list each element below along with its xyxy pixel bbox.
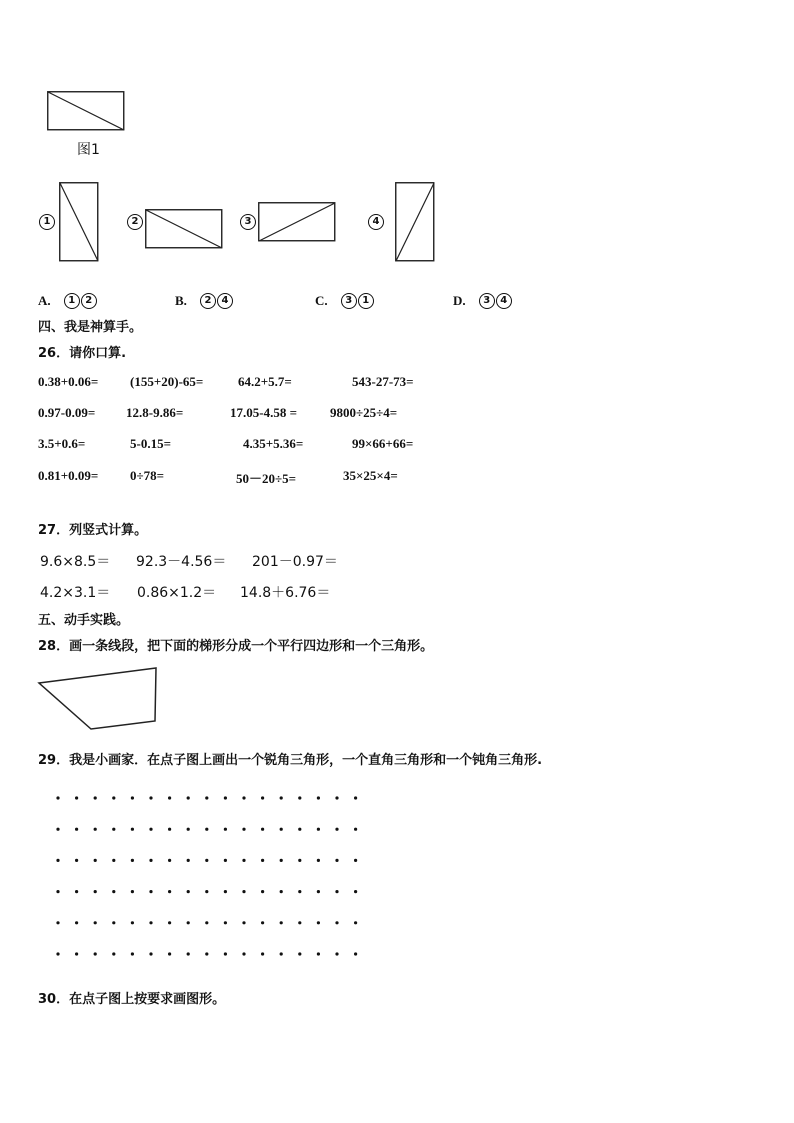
grid-dot[interactable] [112,952,115,955]
grid-dot[interactable] [224,952,227,955]
grid-dot[interactable] [187,828,190,831]
grid-dot[interactable] [261,921,264,924]
grid-dot[interactable] [317,859,320,862]
q26-item: 0.38+0.06= [38,374,99,389]
grid-dot[interactable] [56,828,59,831]
grid-dot[interactable] [187,952,190,955]
grid-dot[interactable] [131,828,134,831]
grid-dot[interactable] [317,796,320,799]
grid-dot[interactable] [131,890,134,893]
grid-dot[interactable] [94,859,97,862]
grid-dot[interactable] [94,828,97,831]
grid-dot[interactable] [168,828,171,831]
grid-dot[interactable] [354,796,357,799]
grid-dot[interactable] [280,859,283,862]
q27-item: 0.86×1.2＝ [137,585,217,601]
grid-dot[interactable] [224,859,227,862]
q28-title: 28．画一条线段，把下面的梯形分成一个平行四边形和一个三角形。 [38,639,434,654]
grid-dot[interactable] [280,921,283,924]
q26-item: 35×25×4= [343,468,398,483]
grid-dot[interactable] [354,952,357,955]
grid-dot[interactable] [94,796,97,799]
choice-d[interactable]: D. 3 4 [453,290,512,309]
grid-dot[interactable] [75,828,78,831]
grid-dot[interactable] [335,859,338,862]
grid-dot[interactable] [317,952,320,955]
grid-dot[interactable] [112,890,115,893]
grid-dot[interactable] [242,828,245,831]
q27-item: 9.6×8.5＝ [40,554,111,570]
choice-c[interactable]: C. 3 1 [315,290,374,309]
grid-dot[interactable] [205,921,208,924]
grid-dot[interactable] [224,828,227,831]
grid-dot[interactable] [261,796,264,799]
grid-dot[interactable] [168,890,171,893]
grid-dot[interactable] [112,796,115,799]
q30-title: 30．在点子图上按要求画图形。 [38,992,226,1007]
option-figure-4-number: 4 [368,214,384,230]
grid-dot[interactable] [131,796,134,799]
option-figure-3-number: 3 [240,214,256,230]
grid-dot[interactable] [242,796,245,799]
grid-dot[interactable] [112,828,115,831]
option-figure-2-number: 2 [127,214,143,230]
grid-dot[interactable] [149,952,152,955]
grid-dot[interactable] [224,921,227,924]
grid-dot[interactable] [261,828,264,831]
grid-dot[interactable] [187,921,190,924]
grid-dot[interactable] [56,921,59,924]
grid-dot[interactable] [75,796,78,799]
grid-dot[interactable] [94,952,97,955]
grid-dot[interactable] [335,890,338,893]
grid-dot[interactable] [94,890,97,893]
q26-item: 9800÷25÷4= [330,405,398,420]
option-figure-4 [395,182,435,262]
grid-dot[interactable] [168,796,171,799]
q29-title: 29．我是小画家．在点子图上画出一个锐角三角形，一个直角三角形和一个钝角三角形. [38,753,543,768]
grid-dot[interactable] [149,921,152,924]
grid-dot[interactable] [280,890,283,893]
grid-dot[interactable] [131,952,134,955]
grid-dot[interactable] [131,921,134,924]
grid-dot[interactable] [354,921,357,924]
grid-dot[interactable] [261,952,264,955]
grid-dot[interactable] [94,921,97,924]
grid-dot[interactable] [187,796,190,799]
grid-dot[interactable] [261,859,264,862]
grid-dot[interactable] [242,890,245,893]
trapezoid-figure [36,665,161,735]
grid-dot[interactable] [317,828,320,831]
grid-dot[interactable] [187,890,190,893]
grid-dot[interactable] [280,952,283,955]
q27-item: 4.2×3.1＝ [40,585,111,601]
grid-dot[interactable] [335,796,338,799]
grid-dot[interactable] [56,952,59,955]
grid-dot[interactable] [168,921,171,924]
q27-title: 27．列竖式计算。 [38,523,148,538]
option-figure-2 [145,209,223,249]
grid-dot[interactable] [205,828,208,831]
grid-dot[interactable] [168,952,171,955]
grid-dot[interactable] [242,859,245,862]
grid-dot[interactable] [298,890,301,893]
q26-item: 0÷78= [130,468,165,483]
grid-dot[interactable] [280,828,283,831]
option-figure-3 [258,202,336,242]
grid-dot[interactable] [149,828,152,831]
grid-dot[interactable] [317,921,320,924]
q26-item: 17.05-4.58 = [230,405,297,420]
dot-grid[interactable] [50,790,370,960]
grid-dot[interactable] [75,921,78,924]
figure1-rectangle [47,91,125,131]
q26-item: 12.8-9.86= [126,405,184,420]
grid-dot[interactable] [205,796,208,799]
q27-item: 14.8＋6.76＝ [240,585,331,601]
grid-dot[interactable] [131,859,134,862]
q26-item: 50－20÷5= [236,471,297,486]
grid-dot[interactable] [224,796,227,799]
grid-dot[interactable] [335,828,338,831]
grid-dot[interactable] [261,890,264,893]
grid-dot[interactable] [205,952,208,955]
option-figure-1 [59,182,99,262]
q26-item: 5-0.15= [130,436,171,451]
choice-a[interactable]: A. 1 2 [38,290,97,309]
grid-dot[interactable] [298,952,301,955]
q26-item: 0.97-0.09= [38,405,96,420]
grid-dot[interactable] [149,859,152,862]
q26-item: 543-27-73= [352,374,414,389]
figure1-caption: 图1 [77,142,100,158]
grid-dot[interactable] [298,859,301,862]
grid-dot[interactable] [298,921,301,924]
grid-dot[interactable] [149,796,152,799]
q26-item: 64.2+5.7= [238,374,292,389]
grid-dot[interactable] [354,828,357,831]
grid-dot[interactable] [354,859,357,862]
section5-title: 五、动手实践。 [38,613,130,628]
grid-dot[interactable] [280,796,283,799]
grid-dot[interactable] [56,796,59,799]
q26-item: 3.5+0.6= [38,436,86,451]
section4-title: 四、我是神算手。 [38,320,143,335]
option-figure-1-number: 1 [39,214,55,230]
grid-dot[interactable] [335,952,338,955]
grid-dot[interactable] [224,890,227,893]
q26-title: 26．请你口算. [38,346,127,361]
q26-item: 99×66+66= [352,436,414,451]
grid-dot[interactable] [56,859,59,862]
grid-dot[interactable] [242,921,245,924]
grid-dot[interactable] [242,952,245,955]
grid-dot[interactable] [354,890,357,893]
grid-dot[interactable] [149,890,152,893]
grid-dot[interactable] [205,859,208,862]
grid-dot[interactable] [168,859,171,862]
grid-dot[interactable] [205,890,208,893]
grid-dot[interactable] [187,859,190,862]
grid-dot[interactable] [335,921,338,924]
grid-dot[interactable] [75,859,78,862]
grid-dot[interactable] [75,890,78,893]
grid-dot[interactable] [56,890,59,893]
grid-dot[interactable] [298,796,301,799]
q26-item: 4.35+5.36= [243,436,304,451]
q27-item: 201－0.97＝ [252,554,338,570]
q27-item: 92.3－4.56＝ [136,554,227,570]
choice-b[interactable]: B. 2 4 [175,290,233,309]
grid-dot[interactable] [112,921,115,924]
grid-dot[interactable] [298,828,301,831]
grid-dot[interactable] [75,952,78,955]
q26-item: 0.81+0.09= [38,468,99,483]
grid-dot[interactable] [317,890,320,893]
grid-dot[interactable] [112,859,115,862]
q26-item: (155+20)-65= [130,374,204,389]
